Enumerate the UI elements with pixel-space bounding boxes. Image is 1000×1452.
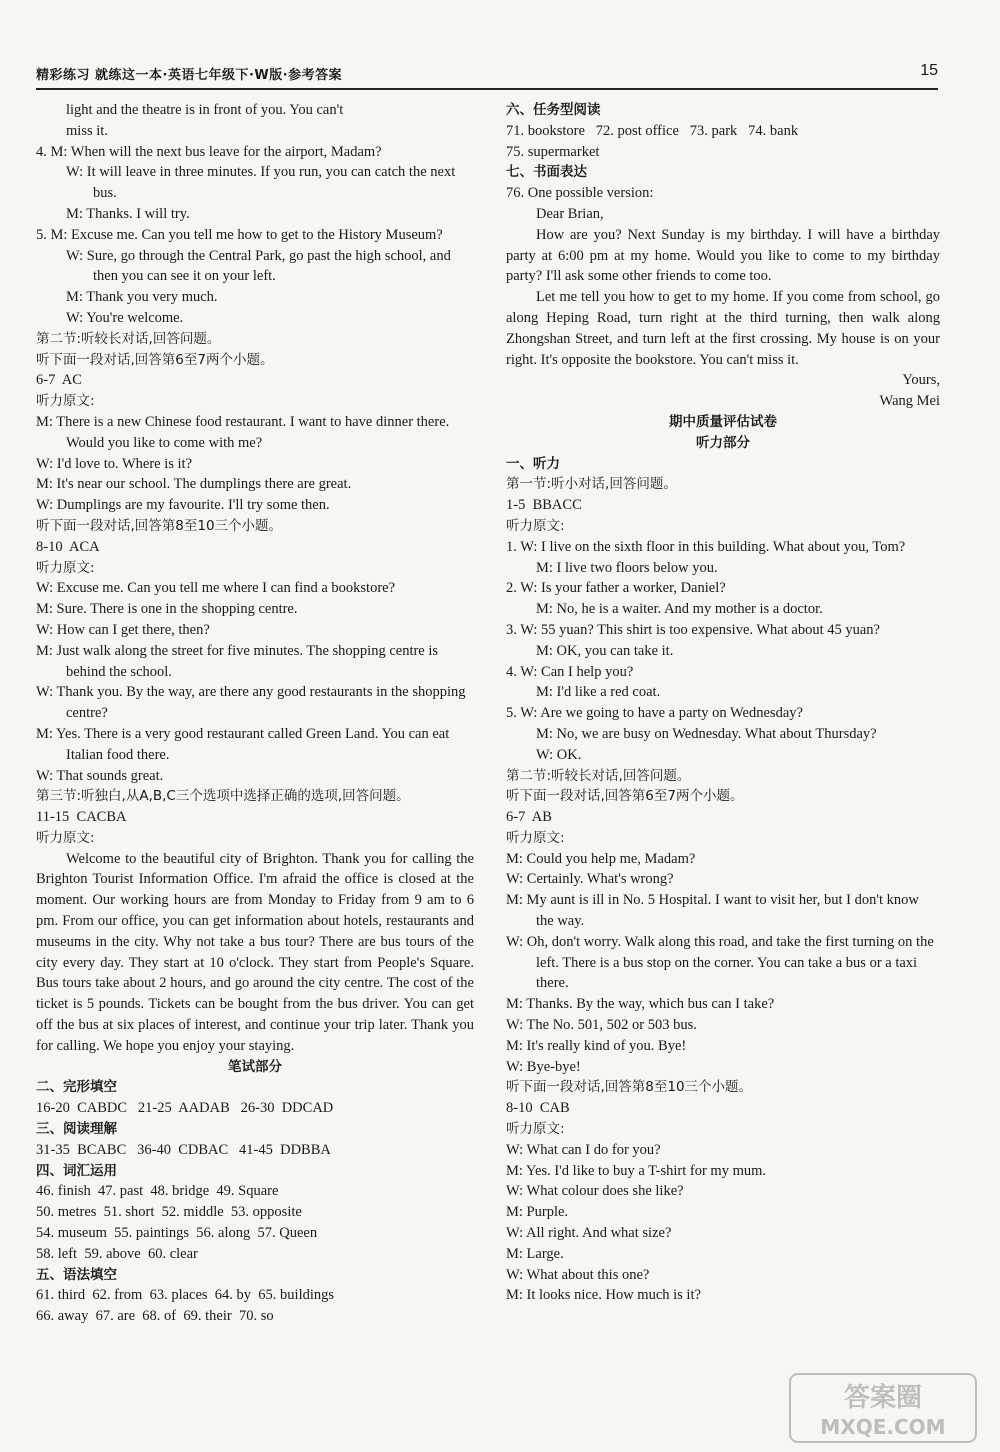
text-line: M: Thank you very much. [66,289,218,306]
text-line: 五、语法填空 [36,1266,117,1283]
text-line: M: Yes. I'd like to buy a T-shirt for my mum. [506,1162,766,1179]
text-line: W: What about this one? [506,1266,650,1283]
text-line: W: Certainly. What's wrong? [506,871,674,888]
text-line: M: OK, you can take it. [536,642,674,659]
text-line: Yours, [902,372,940,389]
text-line: M: No, we are busy on Wednesday. What about Thursday? [536,725,877,742]
text-line: 11-15 CACBA [36,809,127,826]
text-line: 58. left 59. above 60. clear [36,1245,198,1262]
text-line: W: Sure, go through the Central Park, go past the high school, and then you can see it on your left. [66,247,455,285]
text-line: W: Dumplings are my favourite. I'll try some then. [36,497,330,514]
text-line: miss it. [66,122,108,139]
text-line: M: Thanks. I will try. [66,205,190,222]
text-line: W: OK. [536,746,582,763]
text-line: M: Yes. There is a very good restaurant called Green Land. You can eat Italian food there. [36,725,453,763]
text-line: 6-7 AB [506,809,552,826]
text-line: W: What can I do for you? [506,1141,661,1158]
text-line: How are you? Next Sunday is my birthday. I will have a birthday party at 6:00 pm at my home. Would you like to come to my birthday party? I'll ask some other friends to come too. [506,226,944,285]
header-title: 精彩练习 就练这一本·英语七年级下·W版·参考答案 [36,68,343,83]
text-line: 6-7 AC [36,372,82,389]
text-line: 听下面一段对话,回答第6至7两个小题。 [36,351,274,368]
text-line: 三、阅读理解 [36,1121,117,1138]
text-line: 1-5 BBACC [506,497,582,514]
text-line: M: My aunt is ill in No. 5 Hospital. I want to visit her, but I don't know the way. [506,892,923,930]
right-column [506,100,944,1306]
text-line: 71. bookstore 72. post office 73. park 74. bank [506,122,799,139]
text-line: W: The No. 501, 502 or 503 bus. [506,1017,697,1034]
text-line: M: It's really kind of you. Bye! [506,1037,687,1054]
text-line: 2. W: Is your father a worker, Daniel? [506,580,726,597]
text-line: 第一节:听小对话,回答问题。 [506,476,677,493]
text-line: W: I'd love to. Where is it? [36,455,193,472]
page-number: 15 [920,62,938,79]
text-line: 61. third 62. from 63. places 64. by 65. buildings [36,1287,335,1304]
text-line: 六、任务型阅读 [506,102,601,118]
text-line: M: Could you help me, Madam? [506,850,696,867]
text-line: M: I live two floors below you. [536,559,718,576]
text-line: 一、听力 [506,455,560,472]
text-line: 46. finish 47. past 48. bridge 49. Square [36,1183,279,1200]
text-line: W: How can I get there, then? [36,621,210,638]
text-line: W: All right. And what size? [506,1225,672,1242]
text-line: 听力原文: [506,1121,565,1138]
text-line: 8-10 CAB [506,1100,570,1117]
text-line: 50. metres 51. short 52. middle 53. opposite [36,1204,302,1221]
text-line: 4. W: Can I help you? [506,663,634,680]
text-line: W: You're welcome. [66,309,184,326]
text-line: 31-35 BCABC 36-40 CDBAC 41-45 DDBBA [36,1141,331,1158]
text-line: 期中质量评估试卷 [669,413,777,430]
text-line: M: I'd like a red coat. [536,684,661,701]
text-line: W: Thank you. By the way, are there any good restaurants in the shopping centre? [36,684,470,722]
watermark-top-text: 答案圈 [843,1383,923,1413]
text-line: 1. W: I live on the sixth floor in this building. What about you, Tom? [506,538,906,555]
text-line: M: There is a new Chinese food restaurant. I want to have dinner there. Would you like to come with me? [36,413,453,451]
text-line: 听力部分 [696,434,750,451]
text-line: 听力原文: [36,829,95,846]
text-line: 听力原文: [36,393,95,410]
text-line: 四、词汇运用 [36,1162,117,1179]
left-column [36,100,478,1327]
text-line: W: Oh, don't worry. Walk along this road, and take the first turning on the left. There is a bus stop on the corner. You can take a bus or a taxi there. [506,933,938,992]
text-line: M: Purple. [506,1204,569,1221]
text-line: 听力原文: [506,517,565,534]
text-line: 75. supermarket [506,143,600,160]
text-line: 听力原文: [506,829,565,846]
text-line: 8-10 ACA [36,538,100,555]
text-line: M: It looks nice. How much is it? [506,1287,701,1304]
text-line: 听下面一段对话,回答第6至7两个小题。 [506,788,744,805]
text-line: light and the theatre is in front of you. You can't [66,102,344,118]
text-line: 第二节:听较长对话,回答问题。 [36,330,221,347]
text-line: 5. W: Are we going to have a party on Wednesday? [506,705,803,722]
text-line: 16-20 CABDC 21-25 AADAB 26-30 DDCAD [36,1100,334,1117]
page-header [36,58,938,90]
text-line: M: Just walk along the street for five minutes. The shopping centre is behind the school. [36,642,442,680]
text-line: 听下面一段对话,回答第8至10三个小题。 [36,517,283,534]
text-line: 笔试部分 [228,1058,282,1075]
text-line: Let me tell you how to get to my home. If you come from school, go along Heping Road, turn right at the third turning, then walk along Zhongshan Street, and turn left at the first crossing. My house is on your right. It's opposite the bookstore. You can't miss it. [506,289,944,368]
text-line: Wang Mei [879,393,940,410]
text-line: Dear Brian, [536,205,604,222]
watermark-logo [788,1372,978,1444]
text-line: W: That sounds great. [36,767,164,784]
text-line: 听力原文: [36,559,95,576]
text-line: Welcome to the beautiful city of Brighton. Thank you for calling the Brighton Tourist Information Office. I'm afraid the office is closed at the moment. Our working hours are from Monday to Friday from 9 am to 6 pm. From our office, you can get information about hotels, restaurants and museums in the city. Why not take a bus tour? There are bus tours of the city every day. They start at 10 o'clock. They start from People's Square. Bus tours take about 2 hours, and go around the city centre. The cost of the ticket is 5 pounds. Tickets can be bought from the bus driver. You can get off the bus at six places of interest, and continue your trip later. Thank you for calling. We hope you enjoy your staying. [36,850,478,1054]
text-line: M: Thanks. By the way, which bus can I take? [506,996,775,1013]
text-line: M: It's near our school. The dumplings there are great. [36,476,352,493]
text-line: W: What colour does she like? [506,1183,684,1200]
watermark-bottom-text: MXQE.COM [820,1415,946,1439]
text-line: M: No, he is a waiter. And my mother is a doctor. [536,601,823,618]
text-line: 第三节:听独白,从A,B,C三个选项中选择正确的选项,回答问题。 [36,788,410,805]
text-line: 66. away 67. are 68. of 69. their 70. so [36,1308,274,1325]
text-line: 5. M: Excuse me. Can you tell me how to get to the History Museum? [36,226,443,243]
text-line: 4. M: When will the next bus leave for the airport, Madam? [36,143,382,160]
text-line: 二、完形填空 [36,1079,117,1096]
text-line: M: Sure. There is one in the shopping centre. [36,601,298,618]
text-line: 第二节:听较长对话,回答问题。 [506,767,691,784]
text-line: M: Large. [506,1245,564,1262]
text-line: W: It will leave in three minutes. If you run, you can catch the next bus. [66,164,459,202]
text-line: 七、书面表达 [506,164,587,181]
text-line: 3. W: 55 yuan? This shirt is too expensive. What about 45 yuan? [506,621,880,638]
text-line: 听下面一段对话,回答第8至10三个小题。 [506,1079,753,1096]
text-line: 76. One possible version: [506,185,654,202]
text-line: W: Excuse me. Can you tell me where I can find a bookstore? [36,580,396,597]
text-line: 54. museum 55. paintings 56. along 57. Queen [36,1225,318,1242]
text-line: W: Bye-bye! [506,1058,581,1075]
